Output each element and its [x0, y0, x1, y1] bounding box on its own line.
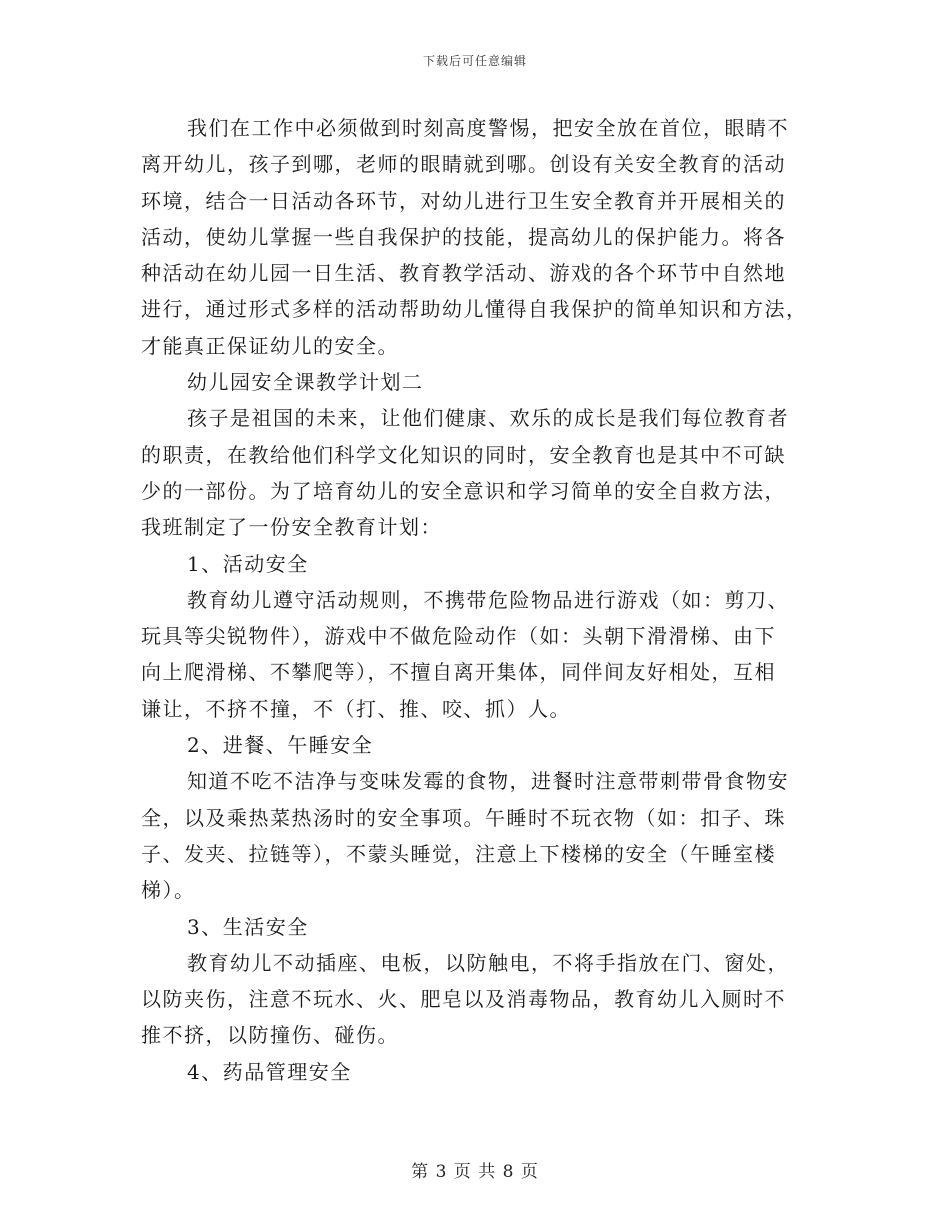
- paragraph-intro-safety: [141, 110, 811, 364]
- text-line: 4、药品管理安全: [187, 1059, 352, 1084]
- text-line: 3、生活安全: [187, 914, 309, 939]
- page-number: 第 3 页 共 8 页: [411, 1162, 539, 1182]
- text-line: 玩具等尖锐物件），游戏中不做危险动作（如：头朝下滑滑梯、由下: [141, 624, 776, 649]
- text-line: 推不挤，以防撞伤、碰伤。: [141, 1023, 399, 1048]
- text-line: 教育幼儿不动插座、电板，以防触电，不将手指放在门、窗处，: [187, 950, 789, 975]
- text-line: 子、发夹、拉链等），不蒙头睡觉，注意上下楼梯的安全（午睡室楼: [141, 841, 776, 866]
- text-line: 全，以及乘热菜热汤时的安全事项。午睡时不玩衣物（如：扣子、珠: [141, 805, 786, 830]
- text-line: 以防夹伤，注意不玩水、火、肥皂以及消毒物品，教育幼儿入厕时不: [141, 987, 786, 1012]
- text-line: 1、活动安全: [187, 551, 309, 576]
- text-line: 向上爬滑梯、不攀爬等），不擅自离开集体，同伴间友好相处，互相: [141, 660, 776, 685]
- text-line: 幼儿园安全课教学计划二: [187, 370, 424, 395]
- text-line: 谦让，不挤不撞，不（打、推、咬、抓）人。: [141, 696, 571, 721]
- paragraph-plan-intro: [141, 400, 811, 545]
- text-line: 教育幼儿遵守活动规则，不携带危险物品进行游戏（如：剪刀、: [187, 587, 789, 612]
- text-line: 2、进餐、午睡安全: [187, 733, 374, 758]
- subheading-daily-life-safety: [141, 909, 811, 945]
- subheading-meal-nap-safety: [141, 727, 811, 763]
- paragraph-activity-safety: [141, 582, 811, 727]
- text-line: 环境，结合一日活动各环节，对幼儿进行卫生安全教育并开展相关的: [141, 188, 786, 213]
- text-line: 我们在工作中必须做到时刻高度警惕，把安全放在首位，眼睛不: [187, 116, 789, 140]
- text-line: 孩子是祖国的未来，让他们健康、欢乐的成长是我们每位教育者: [187, 406, 789, 431]
- paragraph-daily-life-safety: [141, 945, 811, 1054]
- text-line: 进行，通过形式多样的活动帮助幼儿懂得自我保护的简单知识和方法，: [141, 297, 808, 322]
- subheading-activity-safety: [141, 546, 811, 582]
- text-line: 才能真正保证幼儿的安全。: [141, 333, 399, 358]
- text-line: 种活动在幼儿园一日生活、教育教学活动、游戏的各个环节中自然地: [141, 261, 786, 286]
- section-title: [141, 364, 811, 400]
- text-line: 的职责，在教给他们科学文化知识的同时，安全教育也是其中不可缺: [141, 442, 786, 467]
- paragraph-meal-nap-safety: [141, 763, 811, 908]
- text-line: 我班制定了一份安全教育计划：: [141, 515, 442, 540]
- text-line: 离开幼儿，孩子到哪，老师的眼睛就到哪。创设有关安全教育的活动: [141, 152, 786, 177]
- text-line: 梯）。: [141, 878, 196, 903]
- document-body: [141, 110, 811, 1090]
- subheading-medicine-safety: [141, 1054, 811, 1090]
- text-line: 活动，使幼儿掌握一些自我保护的技能，提高幼儿的保护能力。将各: [141, 224, 786, 249]
- text-line: 少的一部份。为了培育幼儿的安全意识和学习简单的安全自救方法，: [141, 478, 786, 503]
- page-header: 下载后可任意编辑: [422, 54, 527, 68]
- text-line: 知道不吃不洁净与变味发霉的食物，进餐时注意带刺带骨食物安: [187, 769, 789, 794]
